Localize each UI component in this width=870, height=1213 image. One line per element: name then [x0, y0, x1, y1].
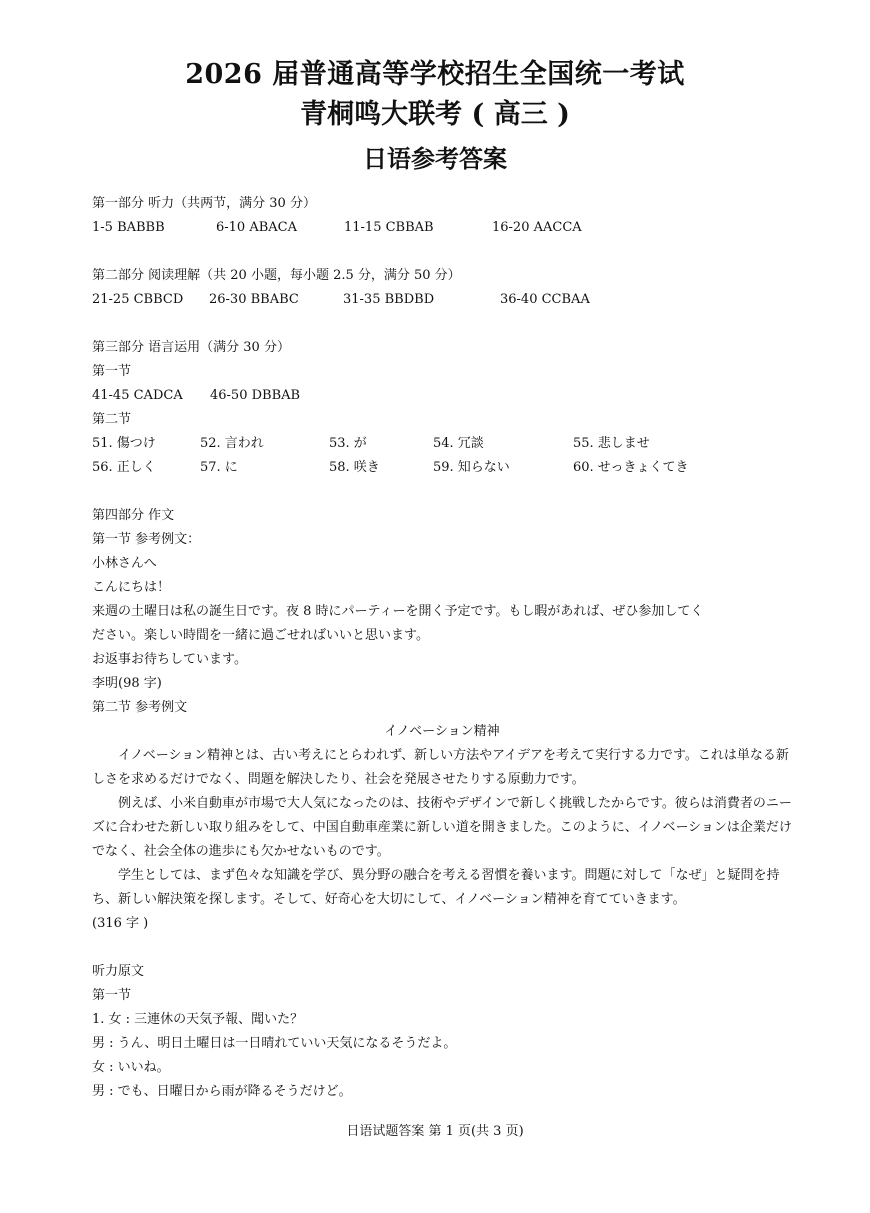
part3-section2-row2 [92, 456, 792, 480]
part1-answers [92, 216, 792, 240]
part3-section1-label: 第一节 [92, 364, 132, 379]
fill-answer: 55. 悲しませ [573, 436, 650, 451]
answer-group: 46-50 DBBAB [210, 388, 301, 403]
fill-answer: 51. 傷つけ [92, 436, 156, 451]
exam-subtitle: 青桐鸣大联考 ( 高三 ) [300, 99, 570, 130]
document-body [92, 192, 792, 1104]
answer-group: 1-5 BABBB [92, 220, 165, 235]
answer-key-title: 日语参考答案 [363, 144, 507, 173]
letter-body-line: 来週の土曜日は私の誕生日です。夜 8 時にパーティーを開く予定です。もし暇があれば、ぜひ参加してく [92, 604, 704, 619]
answer-group: 26-30 BBABC [209, 292, 299, 307]
fill-answer: 53. が [329, 436, 367, 451]
essay-paragraph: 学生としては、まず色々な知識を学び、異分野の融合を考える習慣を養います。問題に対して「なぜ」と疑問を持ち、新しい解決策を探します。そして、好奇心を大切にして、イノベーション精神を育てていきます。 [92, 868, 780, 907]
fill-answer: 54. 冗談 [433, 436, 484, 451]
letter-signature: 李明(98 字) [92, 676, 162, 691]
part3-heading: 第三部分 语言运用（满分 30 分） [92, 340, 290, 355]
fill-answer: 59. 知らない [433, 460, 510, 475]
transcript-line: 女 : いいね。 [92, 1060, 170, 1075]
part3-section2-row1 [92, 432, 792, 456]
letter-body-line: ださい。楽しい時間を一緒に過ごせればいいと思います。 [92, 628, 429, 643]
answer-group: 16-20 AACCA [492, 220, 582, 235]
transcript-line: 男 : でも、日曜日から雨が降るそうだけど。 [92, 1084, 352, 1099]
exam-title: 2026 届普通高等学校招生全国统一考试 [185, 59, 685, 90]
essay-char-count: (316 字 ) [92, 916, 149, 931]
fill-answer: 52. 言われ [200, 436, 264, 451]
transcript-heading: 听力原文 [92, 964, 145, 979]
answer-group: 6-10 ABACA [216, 220, 298, 235]
answer-group: 41-45 CADCA [92, 388, 183, 403]
part2-answers [92, 288, 792, 312]
part4-section2-label: 第二节 参考例文 [92, 700, 188, 715]
letter-hello: こんにちは！ [92, 580, 171, 595]
essay-paragraph: 例えば、小米自動車が市場で大人気になったのは、技術やデザインで新しく挑戦したからです。彼らは消費者のニーズに合わせた新しい取り組みをして、中国自動車産業に新しい道を開きました。このように、イノベーションは企業だけでなく、社会全体の進歩にも欠かせないものです。 [92, 796, 792, 859]
part1-heading: 第一部分 听力（共两节，满分 30 分） [92, 196, 316, 211]
answer-group: 11-15 CBBAB [344, 220, 434, 235]
part4-heading: 第四部分 作文 [92, 508, 175, 523]
document-header [0, 58, 870, 174]
part4-section1-label: 第一节 参考例文： [92, 532, 201, 547]
answer-group: 31-35 BBDBD [343, 292, 435, 307]
essay-title: イノベーション精神 [384, 724, 500, 739]
essay-paragraph: イノベーション精神とは、古い考えにとらわれず、新しい方法やアイデアを考えて実行する力です。これは単なる新しさを求めるだけでなく、問題を解決したり、社会を発展させたりする原動力です。 [92, 748, 789, 787]
part3-section1-answers [92, 384, 792, 408]
transcript-line: 男 : うん、明日土曜日は一日晴れていい天気になるそうだよ。 [92, 1036, 457, 1051]
transcript-section-label: 第一节 [92, 988, 132, 1003]
part2-heading: 第二部分 阅读理解（共 20 小题，每小题 2.5 分，满分 50 分） [92, 268, 461, 283]
fill-answer: 56. 正しく [92, 460, 156, 475]
page-footer: 日语试题答案 第 1 页(共 3 页) [346, 1124, 524, 1139]
answer-group: 21-25 CBBCD [92, 292, 184, 307]
letter-greeting: 小林さんへ [92, 556, 157, 571]
letter-closing: お返事お待ちしています。 [92, 652, 247, 667]
fill-answer: 58. 咲き [329, 460, 380, 475]
fill-answer: 60. せっきょくてき [573, 460, 689, 475]
part3-section2-label: 第二节 [92, 412, 132, 427]
transcript-line: 1. 女 : 三連休の天気予報、聞いた？ [92, 1012, 304, 1027]
answer-group: 36-40 CCBAA [500, 292, 590, 307]
fill-answer: 57. に [200, 460, 238, 475]
